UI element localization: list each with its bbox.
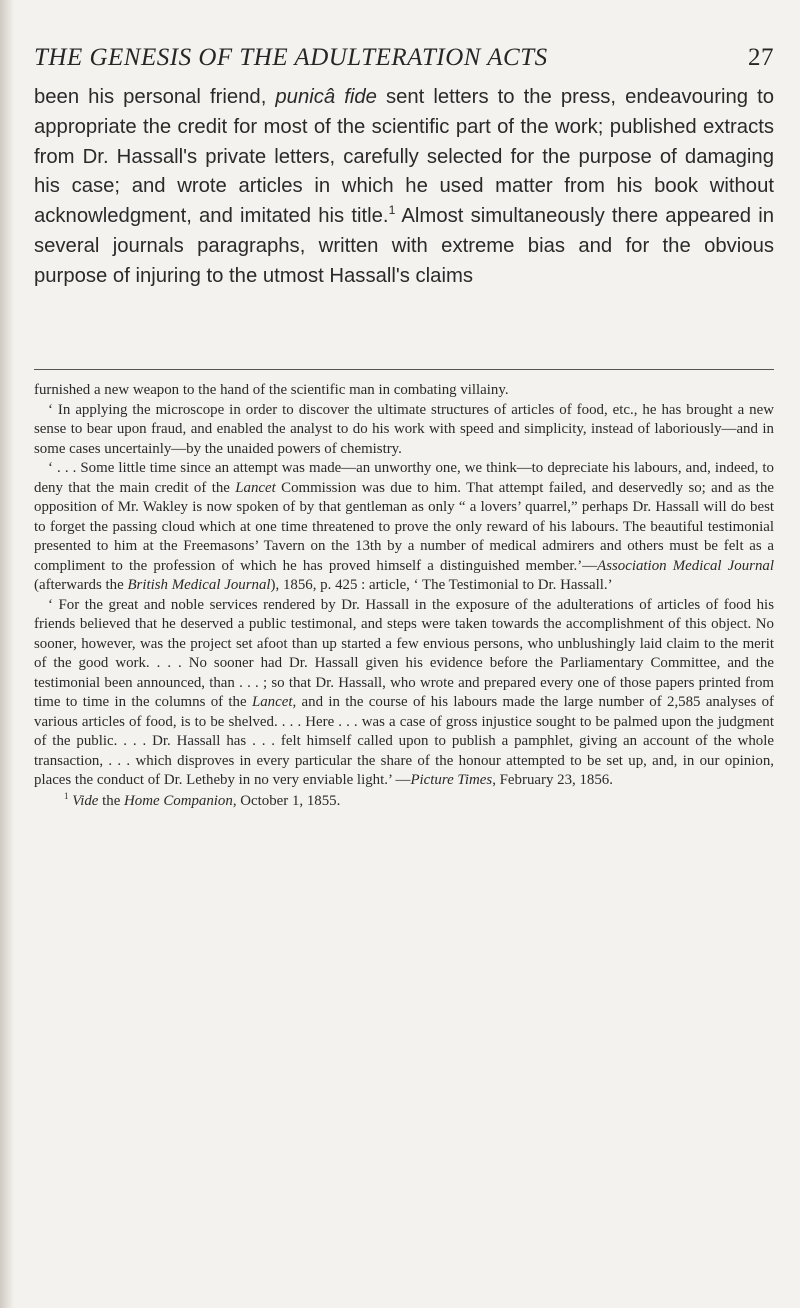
footnote-italic: Lancet <box>251 694 293 710</box>
main-text <box>34 83 774 292</box>
footnote-marker: 1 <box>388 203 396 218</box>
body-paragraph <box>34 83 774 292</box>
footnote-italic: Vide <box>72 792 99 809</box>
footnote-rule <box>34 369 774 370</box>
footnote-1-marker: 1 <box>64 790 69 801</box>
page-number: 27 <box>748 44 774 71</box>
footnote-text: , October 1, 1855. <box>232 792 341 809</box>
footnote-paragraph: ‘ In applying the microscope in order to discover the ultimate structures of articles of food, etc., he has brought a new sense to bear upon fraud, and enabled the analyst to do his work with speed and simplicity, instead of laboriously—and in some cases uncertainly—by the unaided powers of chemistry. <box>34 401 774 457</box>
body-text: been his personal friend, <box>34 86 276 108</box>
footnote-1 <box>34 792 774 812</box>
footnote-text: (afterwards the <box>34 577 128 593</box>
body-text: sent letters to the press, endeavouring to appropriate the credit for most of the scientific part of the work; published extracts from Dr. Hassall's private letters, carefully selected for the purpose of damaging his case; and wrote articles in which he used matter from his book without acknowledgment, and imitated his title. <box>34 86 774 228</box>
page-gutter-shadow <box>0 0 14 1308</box>
footnote-italic: British Medical Journal <box>127 577 271 593</box>
body-text: Almost simultaneously there appeared in several journals paragraphs, written with extreme bias and for the obvious purpose of injuring to the utmost Hassall's claims <box>34 205 774 287</box>
running-title: THE GENESIS OF THE ADULTERATION ACTS <box>34 44 548 71</box>
footnote-text: ), 1856, p. 425 : article, ‘ The Testimonial to Dr. Hassall.’ <box>270 577 613 593</box>
footnote-paragraph: furnished a new weapon to the hand of the scientific man in combating villainy. <box>34 382 509 398</box>
footnote-italic: Lancet <box>235 479 276 496</box>
footnote-italic: Association Medical Journal <box>597 557 775 574</box>
footnote-text: ‘ For the great and noble services rendered by Dr. Hassall in the exposure of the adulterations of articles of food his friends believed that he deserved a public testimonal, and steps were taken towards the accomplishment of this object. No sooner, however, was the project set afoot than up started a few envious persons, who unblushingly laid claim to the merit of the good work. . . . No sooner had Dr. Hassall given his evidence before the Parliamentary Committee, and the testimonial been announced, than . . . ; so that Dr. Hassall, who wrote and prepared every one of those papers printed from time to time in the columns of the <box>34 596 774 710</box>
running-header <box>34 44 774 72</box>
footnotes <box>34 381 774 811</box>
footnote-text: , and in the course of his labours made the large number of 2,585 analyses of various articles of food, is to be shelved. . . . Here . . . was a case of gross injustice sought to be palmed upon the judgment of the public. . . . Dr. Hassall has . . . felt himself called upon to publish a pamphlet, giving an account of the whole transaction, . . . which disproves in every particular the share of the honour attempted to be set up, and, in our opinion, places the conduct of Dr. Letheby in no very enviable light.’ — <box>34 694 774 788</box>
footnote-italic: Home Companion <box>124 792 233 809</box>
footnote-italic: Picture Times <box>410 772 493 788</box>
footnote-paragraph <box>34 596 774 791</box>
footnote-text: the <box>98 792 125 809</box>
footnote-text: , February 23, 1856. <box>492 772 613 788</box>
footnote-paragraph <box>34 459 774 596</box>
footnote-text: Commission was due to him. That attempt failed, and deservedly so; and as the opposition of Mr. Wakley is now spoken of by that gentleman as only “ a lovers’ quarrel,” perhaps Dr. Hassall will do best to forget the passing cloud which at one time threatened to prove the only reward of his labours. The beautiful testimonial presented to him at the Freemasons’ Tavern on the 13th by a number of medical admirers and others must be felt as a compliment to the profession of which he has proved himself a distinguished member.’— <box>34 479 774 574</box>
body-italic-phrase: punicâ fide <box>275 86 377 108</box>
footnote-text: ‘ . . . Some little time since an attempt was made—an unworthy one, we think—to depreciate his labours, and, indeed, to deny that the main credit of the <box>34 460 774 496</box>
